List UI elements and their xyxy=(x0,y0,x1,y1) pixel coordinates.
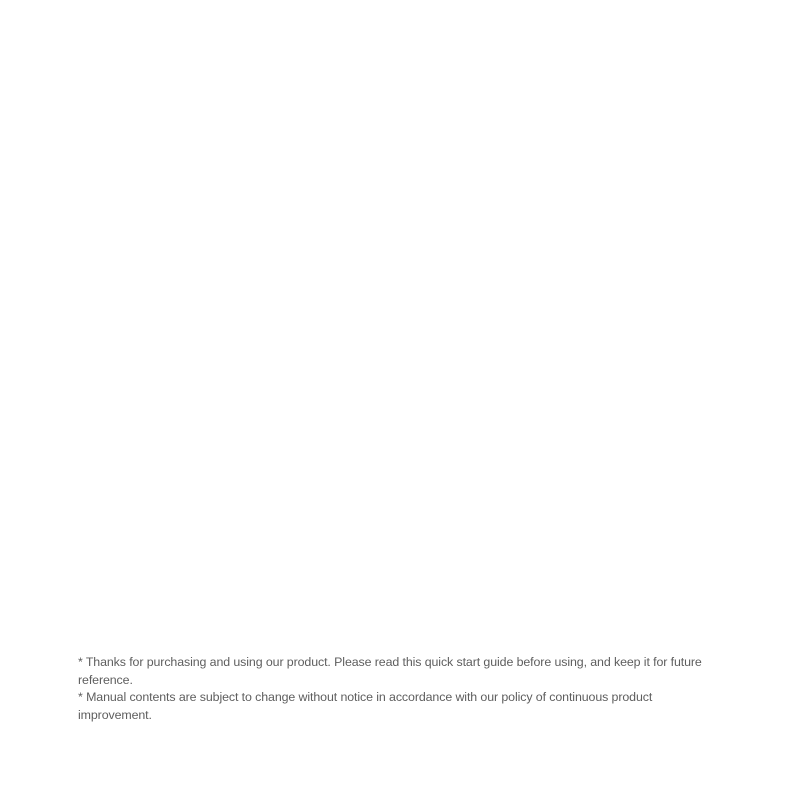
footnote-thanks: * Thanks for purchasing and using our product. Please read this quick start guide before using, and keep it for future reference. xyxy=(78,655,702,687)
footnotes xyxy=(78,654,724,724)
footnote-manual-changes: * Manual contents are subject to change without notice in accordance with our policy of continuous product improvement. xyxy=(78,690,653,722)
